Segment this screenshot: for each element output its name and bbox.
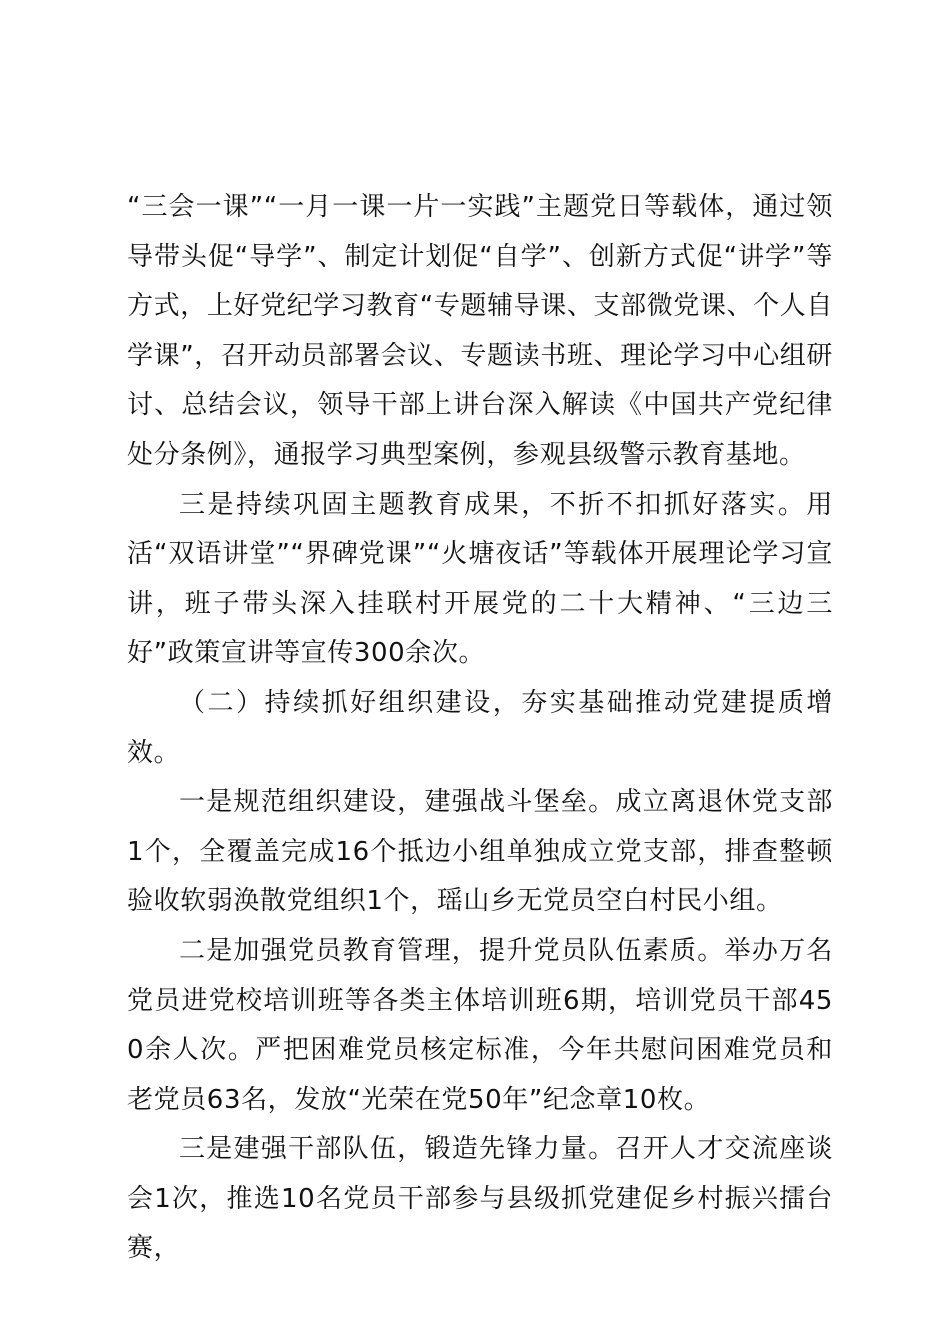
paragraph: 三是持续巩固主题教育成果，不折不扣抓好落实。用活“双语讲堂”“界碑党课”“火塘夜话”等载体开展理论学习宣讲，班子带头深入挂联村开展党的二十大精神、“三边三好”政策宣讲等宣传300余次。	[127, 489, 833, 669]
paragraph: “三会一课”“一月一课一片一实践”主题党日等载体，通过领导带头促“导学”、制定计划促“自学”、创新方式促“讲学”等方式，上好党纪学习教育“专题辅导课、支部微党课、个人自学课”，召开动员部署会议、专题读书班、理论学习中心组研讨、总结会议，领导干部上讲台深入解读《中国共产党纪律处分条例》，通报学习典型案例，参观县级警示教育基地。	[127, 192, 833, 470]
paragraph: 三是建强干部队伍，锻造先锋力量。召开人才交流座谈会1次，推选10名党员干部参与县级抓党建促乡村振兴擂台赛，	[127, 1134, 833, 1264]
paragraph: 一是规范组织建设，建强战斗堡垒。成立离退休党支部1个，全覆盖完成16个抵边小组单独成立党支部，排查整顿验收软弱涣散党组织1个，瑶山乡无党员空白村民小组。	[127, 787, 833, 917]
section-heading: （二）持续抓好组织建设，夯实基础推动党建提质增效。	[127, 687, 833, 768]
paragraph: 二是加强党员教育管理，提升党员队伍素质。举办万名党员进党校培训班等各类主体培训班6期，培训党员干部450余人次。严把困难党员核定标准，今年共慰问困难党员和老党员63名，发放“光荣在党50年”纪念章10枚。	[127, 935, 833, 1115]
document-body	[127, 183, 833, 1274]
